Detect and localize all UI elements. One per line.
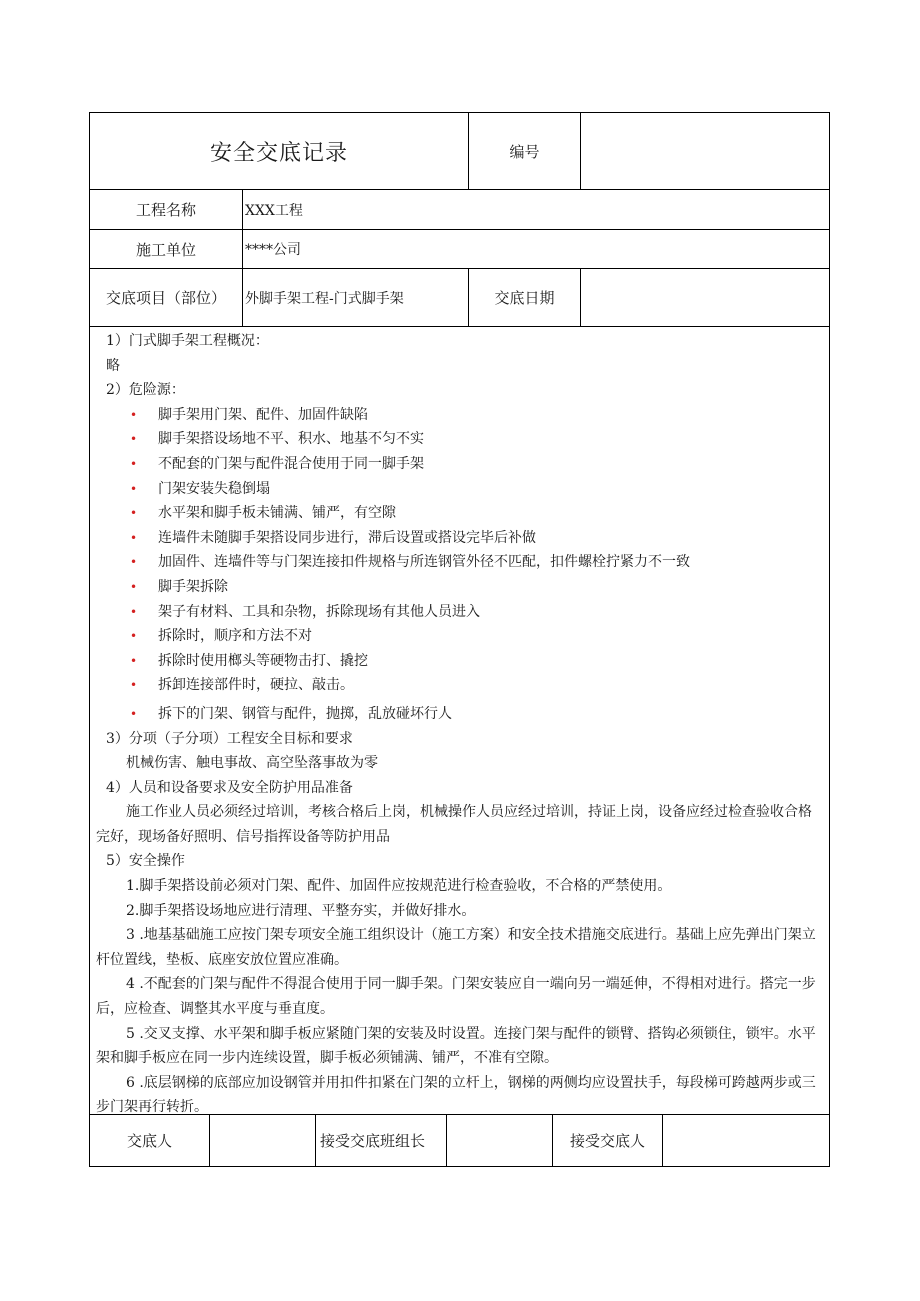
number-label: 编号	[468, 113, 580, 189]
list-item: • 拆卸连接部件时，硬拉、敲击。	[96, 673, 823, 698]
section-3-body: 机械伤害、触电事故、高空坠落事故为零	[126, 755, 378, 772]
list-item: • 脚手架用门架、配件、加固件缺陷	[96, 403, 823, 428]
bullet-icon: •	[130, 706, 138, 721]
project-name-label: 工程名称	[135, 201, 196, 219]
list-item: • 拆除时，顺序和方法不对	[96, 624, 823, 649]
bullet-icon: •	[130, 629, 138, 644]
presenter-value[interactable]	[209, 1115, 315, 1166]
briefing-item-value[interactable]: 外脚手架工程-门式脚手架	[242, 269, 468, 326]
briefing-date-value[interactable]	[580, 269, 829, 326]
operation-step: 1.脚手架搭设前必须对门架、配件、加固件应按规范进行检查验收，不合格的严禁使用。	[126, 878, 672, 895]
project-name-value[interactable]: XXX工程	[242, 190, 829, 229]
list-item: • 加固件、连墙件等与门架连接扣件规格与所连钢管外径不匹配，扣件螺栓拧紧力不一致	[96, 550, 823, 575]
list-item: • 拆下的门架、钢管与配件，抛掷，乱放碰坏行人	[96, 702, 823, 727]
team-leader-value[interactable]	[446, 1115, 552, 1166]
safety-briefing-form	[89, 112, 830, 1167]
form-title: 安全交底记录	[209, 140, 348, 166]
briefing-date-label: 交底日期	[468, 269, 580, 326]
section-5-heading: 5）安全操作	[106, 853, 185, 870]
unit-row	[89, 229, 830, 268]
bullet-icon: •	[130, 506, 138, 521]
section-1-heading: 1）门式脚手架工程概况：	[106, 333, 269, 349]
list-item: • 不配套的门架与配件混合使用于同一脚手架	[96, 452, 823, 477]
project-row	[89, 189, 830, 229]
briefing-content	[89, 326, 830, 1114]
list-item: • 脚手架拆除	[96, 575, 823, 600]
list-item: • 拆除时使用榔头等硬物击打、撬挖	[96, 649, 823, 674]
section-2-heading: 2）危险源：	[106, 382, 185, 399]
bullet-icon: •	[130, 407, 138, 422]
construction-unit-value[interactable]: ****公司	[242, 230, 829, 268]
list-item: • 门架安装失稳倒塌	[96, 477, 823, 502]
receiver-label: 接受交底人	[552, 1115, 662, 1166]
list-item: • 架子有材料、工具和杂物，拆除现场有其他人员进入	[96, 600, 823, 625]
operation-step: 4 .不配套的门架与配件不得混合使用于同一脚手架。门架安装应自一端向另一端延伸，不得相对进行。搭完一步后，应检查、调整其水平度与垂直度。	[96, 976, 816, 1018]
operation-step: 6 .底层钢梯的底部应加设钢管并用扣件扣紧在门架的立杆上，钢梯的两侧均应设置扶手，每段梯可跨越两步或三步门架再行转折。	[96, 1074, 816, 1116]
bullet-icon: •	[130, 604, 138, 619]
header-row	[89, 112, 830, 189]
bullet-icon: •	[130, 456, 138, 471]
receiver-value[interactable]	[662, 1115, 829, 1166]
section-3-heading: 3）分项（子分项）工程安全目标和要求	[106, 730, 353, 747]
presenter-label: 交底人	[126, 1132, 172, 1150]
signoff-row	[89, 1114, 830, 1167]
list-item: • 连墙件未随脚手架搭设同步进行，滞后设置或搭设完毕后补做	[96, 526, 823, 551]
list-item: • 脚手架搭设场地不平、积水、地基不匀不实	[96, 427, 823, 452]
operation-step: 5 .交叉支撑、水平架和脚手板应紧随门架的安装及时设置。连接门架与配件的锁臂、搭钩必须锁住，锁牢。水平架和脚手板应在同一步内连续设置，脚手板必须铺满、铺严，不准有空隙。	[96, 1025, 816, 1067]
item-row	[89, 268, 830, 326]
operation-step: 2.脚手架搭设场地应进行清理、平整夯实，并做好排水。	[126, 902, 476, 919]
bullet-icon: •	[130, 555, 138, 570]
bullet-icon: •	[130, 579, 138, 594]
section-1-body: 略	[106, 357, 120, 374]
bullet-icon: •	[130, 530, 138, 545]
bullet-icon: •	[130, 481, 138, 496]
construction-unit-label: 施工单位	[135, 240, 196, 259]
briefing-item-label: 交底项目（部位）	[105, 289, 226, 307]
team-leader-label: 接受交底班组长	[315, 1115, 446, 1166]
hazard-list	[96, 403, 823, 727]
section-4-heading: 4）人员和设备要求及安全防护用品准备	[106, 779, 353, 796]
operation-step: 3 .地基基础施工应按门架专项安全施工组织设计（施工方案）和安全技术措施交底进行。基础上应先弹出门架立杆位置线，垫板、底座安放位置应准确。	[96, 927, 816, 968]
bullet-icon: •	[130, 653, 138, 668]
section-4-body: 施工作业人员必须经过培训，考核合格后上岗，机械操作人员应经过培训，持证上岗，设备应经过检查验收合格完好，现场备好照明、信号指挥设备等防护用品	[96, 804, 812, 845]
list-item: • 水平架和脚手板未铺满、铺严，有空隙	[96, 501, 823, 526]
bullet-icon: •	[130, 678, 138, 693]
bullet-icon: •	[130, 432, 138, 447]
number-value[interactable]	[580, 113, 829, 189]
